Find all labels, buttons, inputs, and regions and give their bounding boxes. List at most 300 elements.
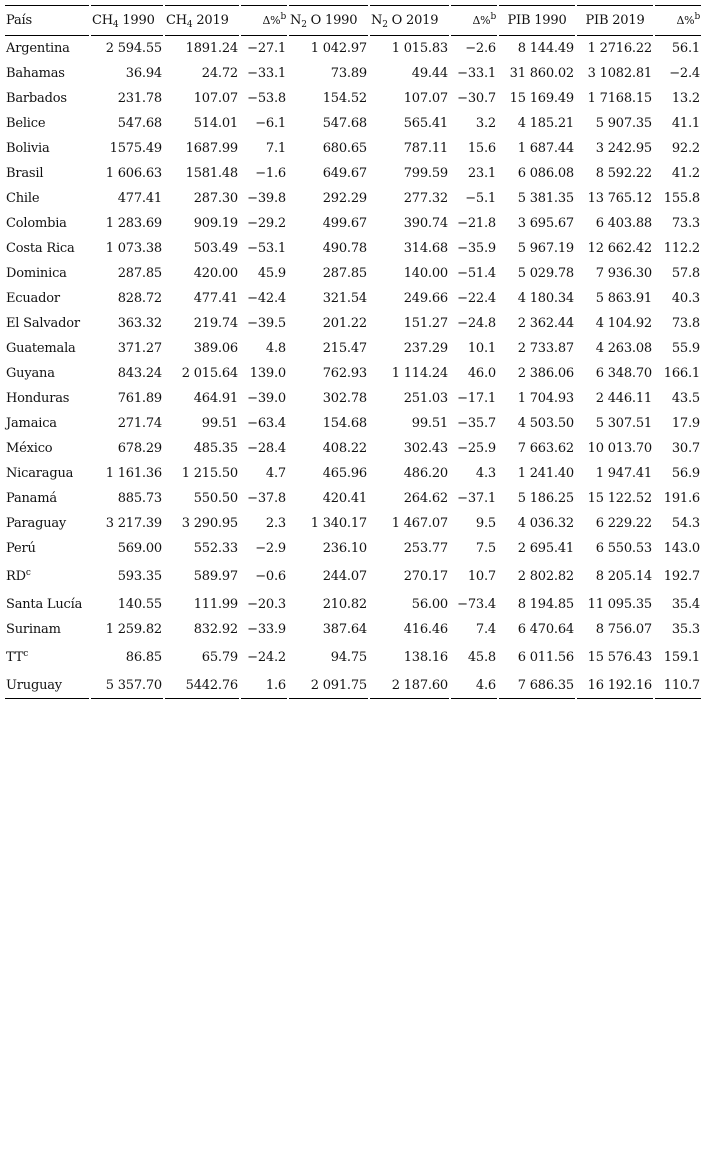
cell-delta-pib: 41.2 xyxy=(671,166,700,181)
cell-n2o-2019: 486.20 xyxy=(403,466,448,481)
cell-delta-n2o: −2.6 xyxy=(465,41,496,56)
cell-country xyxy=(5,673,89,699)
cell-country xyxy=(5,561,89,592)
country-name: Surinam xyxy=(6,622,61,637)
cell-delta-ch4: −27.1 xyxy=(247,41,286,56)
cell-ch4-2019: 389.06 xyxy=(193,341,238,356)
cell-ch4-1990: 363.32 xyxy=(117,316,162,331)
cell-n2o-1990: 490.78 xyxy=(322,241,367,256)
cell-delta-pib: 73.8 xyxy=(671,316,700,331)
cell-delta-ch4: −42.4 xyxy=(247,291,286,306)
cell-country xyxy=(5,592,89,617)
cell-pib-2019: 8 205.14 xyxy=(595,569,652,584)
table-row xyxy=(5,617,701,642)
cell-delta-n2o: −22.4 xyxy=(457,291,496,306)
cell-n2o-2019: 253.77 xyxy=(403,541,448,556)
cell-ch4-1990: 271.74 xyxy=(117,416,162,431)
cell-pib-2019: 6 348.70 xyxy=(595,366,652,381)
table-row xyxy=(5,436,701,461)
table-row xyxy=(5,336,701,361)
cell-pib-1990: 1 687.44 xyxy=(517,141,574,156)
cell-delta-pib: 35.3 xyxy=(671,622,700,637)
cell-ch4-1990: 547.68 xyxy=(117,116,162,131)
cell-delta-n2o: 23.1 xyxy=(467,166,496,181)
country-name: Barbados xyxy=(6,91,67,106)
cell-delta-n2o: 4.6 xyxy=(451,673,497,699)
cell-pib-2019: 15 122.52 xyxy=(587,491,652,506)
cell-pib-1990: 2 733.87 xyxy=(517,341,574,356)
cell-n2o-1990: 292.29 xyxy=(322,191,367,206)
cell-ch4-1990: 86.85 xyxy=(125,650,162,665)
cell-n2o-2019: 799.59 xyxy=(403,166,448,181)
cell-delta-pib: 56.9 xyxy=(671,466,700,481)
cell-country xyxy=(5,36,89,61)
cell-delta-n2o: 7.5 xyxy=(475,541,496,556)
cell-delta-pib: 110.7 xyxy=(655,673,701,699)
cell-pib-2019: 6 403.88 xyxy=(595,216,652,231)
cell-delta-ch4: 4.7 xyxy=(265,466,286,481)
cell-n2o-1990: 649.67 xyxy=(322,166,367,181)
cell-delta-pib: 43.5 xyxy=(671,391,700,406)
cell-delta-ch4: −6.1 xyxy=(255,116,286,131)
cell-delta-ch4: 1.6 xyxy=(241,673,287,699)
cell-n2o-1990: 287.85 xyxy=(322,266,367,281)
cell-pib-1990: 3 695.67 xyxy=(517,216,574,231)
cell-country xyxy=(5,511,89,536)
cell-n2o-2019: 1 015.83 xyxy=(391,41,448,56)
cell-country xyxy=(5,61,89,86)
table-header-row xyxy=(5,5,701,36)
cell-delta-n2o: −5.1 xyxy=(465,191,496,206)
cell-n2o-1990: 201.22 xyxy=(322,316,367,331)
table-row xyxy=(5,261,701,286)
cell-delta-pib: 112.2 xyxy=(663,241,700,256)
country-name: RD xyxy=(6,569,26,584)
emissions-gdp-table xyxy=(3,5,703,699)
cell-n2o-1990: 302.78 xyxy=(322,391,367,406)
cell-country xyxy=(5,486,89,511)
cell-delta-ch4: 4.8 xyxy=(265,341,286,356)
cell-n2o-1990: 1 042.97 xyxy=(310,41,367,56)
cell-n2o-1990: 154.52 xyxy=(322,91,367,106)
cell-ch4-1990: 1 259.82 xyxy=(105,622,162,637)
cell-n2o-1990: 236.10 xyxy=(322,541,367,556)
cell-country xyxy=(5,411,89,436)
cell-n2o-2019: 107.07 xyxy=(403,91,448,106)
cell-pib-2019: 16 192.16 xyxy=(577,673,653,699)
cell-pib-2019: 7 936.30 xyxy=(595,266,652,281)
cell-delta-n2o: −37.1 xyxy=(457,491,496,506)
cell-delta-pib: 92.2 xyxy=(671,141,700,156)
table-row xyxy=(5,511,701,536)
cell-delta-pib: 40.3 xyxy=(671,291,700,306)
cell-n2o-2019: 251.03 xyxy=(403,391,448,406)
cell-ch4-2019: 514.01 xyxy=(193,116,238,131)
cell-pib-1990: 5 029.78 xyxy=(517,266,574,281)
cell-ch4-1990: 678.29 xyxy=(117,441,162,456)
cell-country xyxy=(5,536,89,561)
country-name: Paraguay xyxy=(6,516,67,531)
cell-country xyxy=(5,186,89,211)
table-row xyxy=(5,673,701,699)
cell-ch4-2019: 503.49 xyxy=(193,241,238,256)
cell-n2o-2019: 249.66 xyxy=(403,291,448,306)
cell-delta-n2o: 15.6 xyxy=(467,141,496,156)
cell-country xyxy=(5,436,89,461)
cell-ch4-1990: 569.00 xyxy=(117,541,162,556)
cell-n2o-2019: 302.43 xyxy=(403,441,448,456)
cell-pib-1990: 15 169.49 xyxy=(509,91,574,106)
cell-n2o-1990: 680.65 xyxy=(322,141,367,156)
cell-pib-1990: 6 011.56 xyxy=(517,650,574,665)
cell-pib-1990: 7 686.35 xyxy=(499,673,575,699)
cell-n2o-2019: 99.51 xyxy=(411,416,448,431)
cell-delta-n2o: 9.5 xyxy=(475,516,496,531)
table-row xyxy=(5,86,701,111)
cell-country xyxy=(5,111,89,136)
cell-pib-2019: 11 095.35 xyxy=(587,597,652,612)
cell-delta-pib: 13.2 xyxy=(671,91,700,106)
cell-ch4-1990: 1 073.38 xyxy=(105,241,162,256)
cell-delta-ch4: −39.8 xyxy=(247,191,286,206)
cell-delta-n2o: −24.8 xyxy=(457,316,496,331)
cell-delta-n2o: 45.8 xyxy=(467,650,496,665)
cell-n2o-2019: 390.74 xyxy=(403,216,448,231)
cell-delta-pib: 191.6 xyxy=(663,491,700,506)
cell-n2o-1990: 408.22 xyxy=(322,441,367,456)
cell-n2o-1990: 2 091.75 xyxy=(289,673,368,699)
country-name: Nicaragua xyxy=(6,466,74,481)
cell-pib-1990: 5 967.19 xyxy=(517,241,574,256)
country-name: Perú xyxy=(6,541,36,556)
cell-ch4-2019: 2 015.64 xyxy=(181,366,238,381)
cell-n2o-1990: 73.89 xyxy=(330,66,367,81)
cell-delta-ch4: −0.6 xyxy=(255,569,286,584)
cell-pib-2019: 6 229.22 xyxy=(595,516,652,531)
cell-delta-n2o: −35.9 xyxy=(457,241,496,256)
cell-ch4-1990: 843.24 xyxy=(117,366,162,381)
cell-ch4-1990: 36.94 xyxy=(125,66,162,81)
header-n2o-1990: $N_2$ O 1990 xyxy=(289,5,368,36)
cell-n2o-2019: 140.00 xyxy=(403,266,448,281)
cell-delta-ch4: 2.3 xyxy=(265,516,286,531)
cell-delta-pib: 159.1 xyxy=(663,650,700,665)
cell-n2o-2019: 1 114.24 xyxy=(391,366,448,381)
emissions-table-container xyxy=(5,5,703,699)
table-body xyxy=(5,36,701,699)
cell-ch4-2019: 477.41 xyxy=(193,291,238,306)
cell-country xyxy=(5,311,89,336)
cell-n2o-2019: 151.27 xyxy=(403,316,448,331)
cell-pib-2019: 8 592.22 xyxy=(595,166,652,181)
cell-delta-n2o: −73.4 xyxy=(457,597,496,612)
cell-n2o-2019: 264.62 xyxy=(403,491,448,506)
header-delta-pib: Δ%$^b$ xyxy=(655,5,701,36)
cell-pib-1990: 1 241.40 xyxy=(517,466,574,481)
cell-delta-ch4: 45.9 xyxy=(257,266,286,281)
header-delta-n2o: Δ%$^b$ xyxy=(451,5,497,36)
cell-pib-2019: 4 263.08 xyxy=(595,341,652,356)
cell-pib-2019: 1 7168.15 xyxy=(587,91,652,106)
cell-ch4-2019: 111.99 xyxy=(193,597,238,612)
cell-ch4-1990: 477.41 xyxy=(117,191,162,206)
country-name: México xyxy=(6,441,53,456)
country-name: Uruguay xyxy=(6,678,62,693)
cell-delta-pib: 155.8 xyxy=(663,191,700,206)
cell-delta-n2o: 10.7 xyxy=(467,569,496,584)
cell-delta-n2o: −17.1 xyxy=(457,391,496,406)
cell-delta-pib: 192.7 xyxy=(663,569,700,584)
cell-delta-n2o: 46.0 xyxy=(467,366,496,381)
cell-delta-n2o: 3.2 xyxy=(475,116,496,131)
country-name: Ecuador xyxy=(6,291,60,306)
table-row xyxy=(5,186,701,211)
header-pib-2019: PIB 2019 xyxy=(577,5,653,36)
header-ch4-1990: $CH_4$ 1990 xyxy=(91,5,163,36)
country-name: Santa Lucía xyxy=(6,597,83,612)
table-row xyxy=(5,236,701,261)
cell-pib-2019: 8 756.07 xyxy=(595,622,652,637)
cell-pib-1990: 2 362.44 xyxy=(517,316,574,331)
cell-country xyxy=(5,386,89,411)
cell-ch4-1990: 287.85 xyxy=(117,266,162,281)
cell-pib-2019: 10 013.70 xyxy=(587,441,652,456)
cell-country xyxy=(5,617,89,642)
cell-pib-1990: 4 185.21 xyxy=(517,116,574,131)
cell-ch4-2019: 485.35 xyxy=(193,441,238,456)
cell-ch4-1990: 231.78 xyxy=(117,91,162,106)
country-footnote-marker: c xyxy=(23,649,29,659)
cell-delta-ch4: 7.1 xyxy=(265,141,286,156)
table-row xyxy=(5,211,701,236)
cell-ch4-2019: 1891.24 xyxy=(185,41,238,56)
country-name: TT xyxy=(6,650,24,665)
country-name: Colombia xyxy=(6,216,67,231)
cell-pib-2019: 6 550.53 xyxy=(595,541,652,556)
table-row xyxy=(5,36,701,61)
cell-pib-2019: 12 662.42 xyxy=(587,241,652,256)
table-row xyxy=(5,61,701,86)
cell-pib-2019: 5 863.91 xyxy=(595,291,652,306)
cell-country xyxy=(5,361,89,386)
table-row xyxy=(5,642,701,673)
country-name: Guatemala xyxy=(6,341,76,356)
cell-pib-1990: 4 180.34 xyxy=(517,291,574,306)
header-country: País xyxy=(5,5,89,36)
cell-ch4-2019: 287.30 xyxy=(193,191,238,206)
cell-pib-2019: 15 576.43 xyxy=(587,650,652,665)
cell-country xyxy=(5,86,89,111)
cell-pib-1990: 8 144.49 xyxy=(517,41,574,56)
cell-n2o-1990: 387.64 xyxy=(322,622,367,637)
cell-n2o-1990: 1 340.17 xyxy=(310,516,367,531)
cell-n2o-2019: 138.16 xyxy=(403,650,448,665)
cell-delta-n2o: −25.9 xyxy=(457,441,496,456)
cell-delta-pib: 35.4 xyxy=(671,597,700,612)
table-row xyxy=(5,361,701,386)
cell-ch4-1990: 593.35 xyxy=(117,569,162,584)
cell-ch4-2019: 1 215.50 xyxy=(181,466,238,481)
cell-delta-n2o: −33.1 xyxy=(457,66,496,81)
cell-ch4-2019: 65.79 xyxy=(201,650,238,665)
cell-delta-pib: 57.8 xyxy=(671,266,700,281)
cell-ch4-1990: 371.27 xyxy=(117,341,162,356)
cell-ch4-2019: 589.97 xyxy=(193,569,238,584)
cell-pib-2019: 2 446.11 xyxy=(595,391,652,406)
cell-delta-ch4: −29.2 xyxy=(247,216,286,231)
cell-delta-n2o: −30.7 xyxy=(457,91,496,106)
cell-n2o-1990: 465.96 xyxy=(322,466,367,481)
cell-n2o-2019: 270.17 xyxy=(403,569,448,584)
cell-pib-2019: 3 242.95 xyxy=(595,141,652,156)
cell-pib-1990: 1 704.93 xyxy=(517,391,574,406)
cell-n2o-2019: 2 187.60 xyxy=(370,673,449,699)
header-delta-ch4: Δ%$^b$ xyxy=(241,5,287,36)
cell-n2o-2019: 56.00 xyxy=(411,597,448,612)
cell-n2o-1990: 499.67 xyxy=(322,216,367,231)
cell-pib-2019: 1 2716.22 xyxy=(587,41,652,56)
cell-pib-2019: 5 307.51 xyxy=(595,416,652,431)
cell-delta-ch4: −2.9 xyxy=(255,541,286,556)
header-n2o-2019: $N_2$ O 2019 xyxy=(370,5,449,36)
cell-country xyxy=(5,161,89,186)
cell-ch4-2019: 99.51 xyxy=(201,416,238,431)
cell-n2o-1990: 154.68 xyxy=(322,416,367,431)
table-row xyxy=(5,592,701,617)
cell-ch4-2019: 550.50 xyxy=(193,491,238,506)
cell-country xyxy=(5,136,89,161)
cell-pib-1990: 2 695.41 xyxy=(517,541,574,556)
country-name: Dominica xyxy=(6,266,67,281)
cell-delta-pib: −2.4 xyxy=(669,66,700,81)
cell-ch4-1990: 1 283.69 xyxy=(105,216,162,231)
cell-country xyxy=(5,211,89,236)
table-row xyxy=(5,136,701,161)
cell-delta-ch4: −53.1 xyxy=(247,241,286,256)
header-ch4-2019: $CH_4$ 2019 xyxy=(165,5,239,36)
cell-ch4-2019: 909.19 xyxy=(193,216,238,231)
cell-delta-pib: 55.9 xyxy=(671,341,700,356)
cell-n2o-1990: 547.68 xyxy=(322,116,367,131)
cell-delta-n2o: −35.7 xyxy=(457,416,496,431)
cell-delta-ch4: −1.6 xyxy=(255,166,286,181)
cell-pib-2019: 5 907.35 xyxy=(595,116,652,131)
country-name: Chile xyxy=(6,191,40,206)
cell-delta-n2o: −51.4 xyxy=(457,266,496,281)
table-row xyxy=(5,486,701,511)
country-name: Brasil xyxy=(6,166,44,181)
cell-ch4-2019: 420.00 xyxy=(193,266,238,281)
cell-n2o-2019: 1 467.07 xyxy=(391,516,448,531)
cell-delta-ch4: −63.4 xyxy=(247,416,286,431)
table-row xyxy=(5,111,701,136)
cell-pib-1990: 6 470.64 xyxy=(517,622,574,637)
cell-pib-2019: 13 765.12 xyxy=(587,191,652,206)
cell-ch4-1990: 1 161.36 xyxy=(105,466,162,481)
cell-ch4-2019: 5442.76 xyxy=(165,673,239,699)
cell-pib-2019: 3 1082.81 xyxy=(587,66,652,81)
cell-country xyxy=(5,336,89,361)
cell-country xyxy=(5,461,89,486)
cell-delta-pib: 54.3 xyxy=(671,516,700,531)
cell-country xyxy=(5,261,89,286)
cell-delta-pib: 73.3 xyxy=(671,216,700,231)
cell-pib-2019: 1 947.41 xyxy=(595,466,652,481)
cell-delta-pib: 17.9 xyxy=(671,416,700,431)
cell-ch4-1990: 1575.49 xyxy=(109,141,162,156)
cell-pib-1990: 6 086.08 xyxy=(517,166,574,181)
country-name: Argentina xyxy=(6,41,70,56)
table-row xyxy=(5,161,701,186)
cell-delta-ch4: −28.4 xyxy=(247,441,286,456)
country-name: Belice xyxy=(6,116,46,131)
country-name: Bahamas xyxy=(6,66,65,81)
country-name: Costa Rica xyxy=(6,241,75,256)
cell-delta-ch4: 139.0 xyxy=(249,366,286,381)
cell-n2o-1990: 94.75 xyxy=(330,650,367,665)
cell-ch4-1990: 140.55 xyxy=(117,597,162,612)
cell-country xyxy=(5,642,89,673)
cell-pib-1990: 4 036.32 xyxy=(517,516,574,531)
cell-pib-1990: 2 386.06 xyxy=(517,366,574,381)
cell-delta-pib: 166.1 xyxy=(663,366,700,381)
cell-ch4-2019: 107.07 xyxy=(193,91,238,106)
cell-n2o-1990: 420.41 xyxy=(322,491,367,506)
cell-ch4-2019: 3 290.95 xyxy=(181,516,238,531)
cell-ch4-2019: 24.72 xyxy=(201,66,238,81)
cell-n2o-1990: 321.54 xyxy=(322,291,367,306)
cell-delta-ch4: −39.5 xyxy=(247,316,286,331)
cell-n2o-1990: 215.47 xyxy=(322,341,367,356)
cell-country xyxy=(5,286,89,311)
table-row xyxy=(5,386,701,411)
cell-n2o-2019: 277.32 xyxy=(403,191,448,206)
cell-pib-1990: 8 194.85 xyxy=(517,597,574,612)
cell-n2o-2019: 314.68 xyxy=(403,241,448,256)
cell-n2o-2019: 49.44 xyxy=(411,66,448,81)
cell-ch4-2019: 832.92 xyxy=(193,622,238,637)
cell-ch4-2019: 219.74 xyxy=(193,316,238,331)
cell-ch4-2019: 464.91 xyxy=(193,391,238,406)
cell-pib-1990: 31 860.02 xyxy=(509,66,574,81)
cell-delta-ch4: −20.3 xyxy=(247,597,286,612)
cell-delta-ch4: −33.1 xyxy=(247,66,286,81)
cell-pib-1990: 7 663.62 xyxy=(517,441,574,456)
country-footnote-marker: c xyxy=(25,568,31,578)
cell-n2o-2019: 787.11 xyxy=(403,141,448,156)
country-name: Jamaica xyxy=(6,416,57,431)
country-name: Honduras xyxy=(6,391,70,406)
cell-ch4-1990: 2 594.55 xyxy=(105,41,162,56)
table-row xyxy=(5,311,701,336)
cell-ch4-1990: 761.89 xyxy=(117,391,162,406)
cell-delta-ch4: −24.2 xyxy=(247,650,286,665)
cell-ch4-1990: 885.73 xyxy=(117,491,162,506)
cell-delta-n2o: 4.3 xyxy=(475,466,496,481)
header-pib-1990: PIB 1990 xyxy=(499,5,575,36)
cell-ch4-2019: 552.33 xyxy=(193,541,238,556)
cell-ch4-1990: 828.72 xyxy=(117,291,162,306)
cell-pib-1990: 2 802.82 xyxy=(517,569,574,584)
country-name: Panamá xyxy=(6,491,57,506)
cell-delta-ch4: −39.0 xyxy=(247,391,286,406)
country-name: Guyana xyxy=(6,366,55,381)
cell-delta-n2o: 7.4 xyxy=(475,622,496,637)
cell-ch4-2019: 1581.48 xyxy=(185,166,238,181)
table-row xyxy=(5,461,701,486)
table-row xyxy=(5,561,701,592)
cell-delta-n2o: −21.8 xyxy=(457,216,496,231)
